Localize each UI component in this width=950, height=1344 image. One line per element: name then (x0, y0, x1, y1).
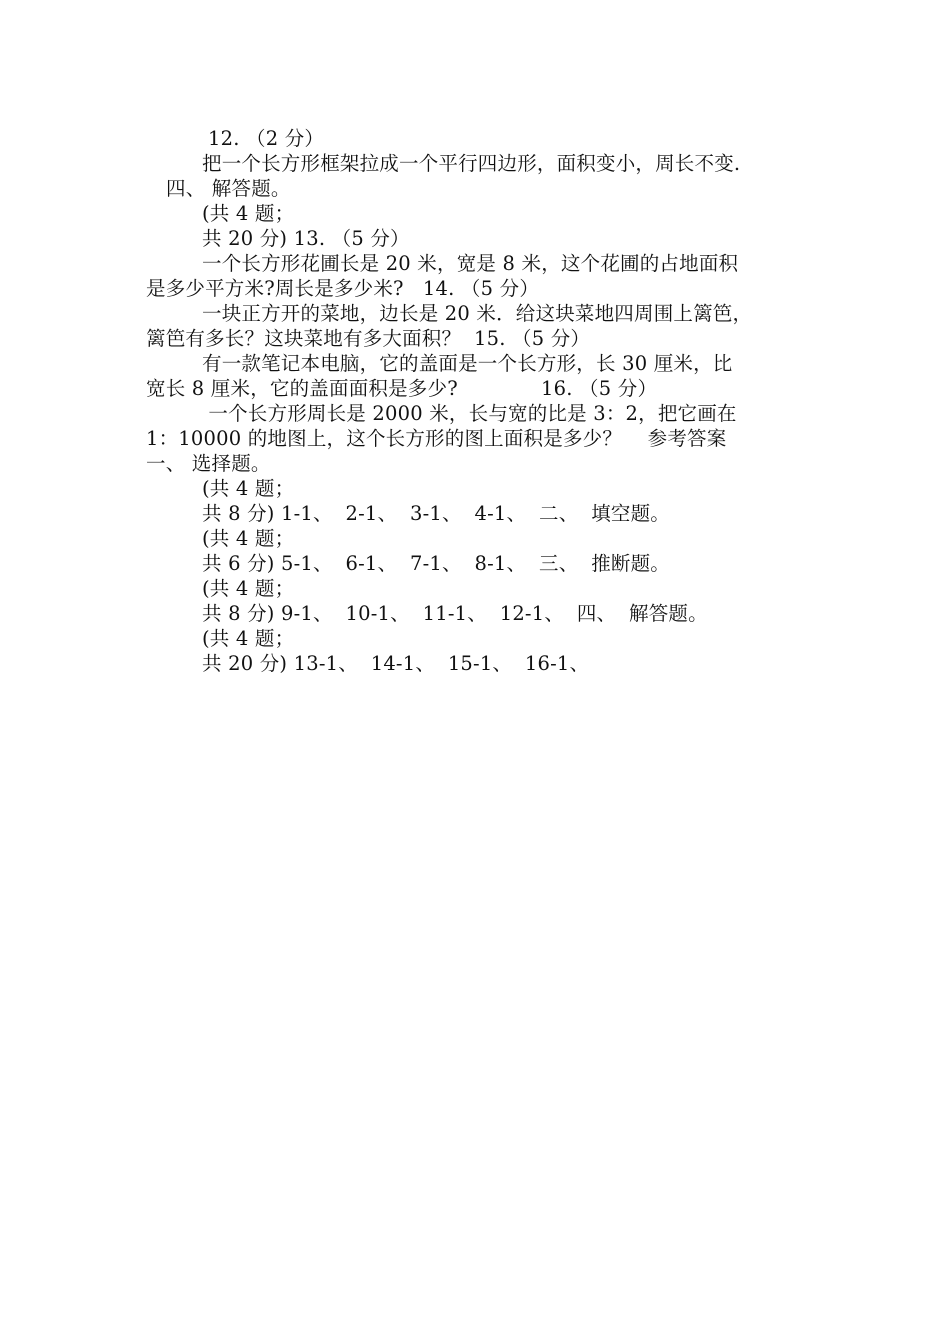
answer-section-3-count: (共 4 题； (202, 577, 295, 600)
question-14-text-line-1: 一块正方开的菜地，边长是 20 米．给这块菜地四周围上篱笆， (202, 302, 753, 325)
question-12-header: 12. （2 分） (208, 127, 325, 150)
answer-section-1-count: (共 4 题； (202, 477, 295, 500)
question-14-text-line-2: 篱笆有多长？这块菜地有多大面积？ 15. （5 分） (146, 327, 591, 350)
section-4-count: (共 4 题； (202, 202, 295, 225)
question-15-text-line-1: 有一款笔记本电脑，它的盖面是一个长方形，长 30 厘米，比 (202, 352, 733, 375)
answer-section-1-heading: 一、 选择题。 (146, 452, 271, 475)
answer-section-2-count: (共 4 题； (202, 527, 295, 550)
answer-section-3-items: 共 8 分) 9-1、 10-1、 11-1、 12-1、 四、 解答题。 (202, 602, 708, 625)
question-15-text-line-2: 宽长 8 厘米，它的盖面面积是多少? 16. （5 分） (146, 377, 658, 400)
answer-section-4-count: (共 4 题； (202, 627, 295, 650)
answer-section-1-items: 共 8 分) 1-1、 2-1、 3-1、 4-1、 二、 填空题。 (202, 502, 671, 525)
question-16-text-line-2: 1：10000 的地图上，这个长方形的图上面积是多少？ 参考答案 (146, 427, 727, 450)
section-4-score-question-13: 共 20 分) 13. （5 分） (202, 227, 410, 250)
question-16-text-line-1: 一个长方形周长是 2000 米，长与宽的比是 3：2，把它画在 (202, 402, 737, 425)
question-13-text-line-2: 是多少平方米?周长是多少米? 14. （5 分） (146, 277, 540, 300)
answer-section-2-items: 共 6 分) 5-1、 6-1、 7-1、 8-1、 三、 推断题。 (202, 552, 671, 575)
question-13-text-line-1: 一个长方形花圃长是 20 米，宽是 8 米，这个花圃的占地面积 (202, 252, 739, 275)
section-4-heading: 四、 解答题。 (166, 177, 291, 200)
question-12-statement: 把一个长方形框架拉成一个平行四边形，面积变小，周长不变. (202, 152, 741, 175)
answer-section-4-items: 共 20 分) 13-1、 14-1、 15-1、 16-1、 (202, 652, 590, 675)
